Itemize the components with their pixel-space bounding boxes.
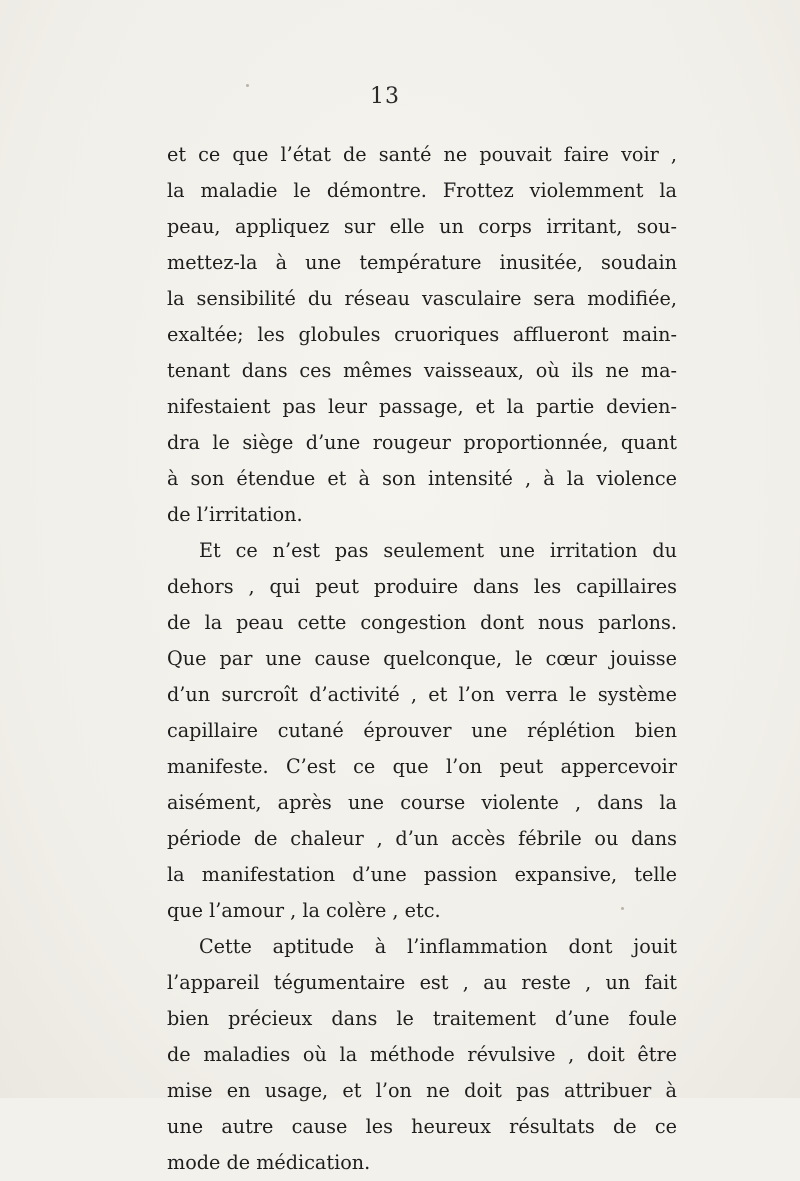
text-line: à son étendue et à son intensité , à la violence	[167, 467, 677, 490]
text-line: période de chaleur , d’un accès fébrile ou dans	[167, 827, 677, 850]
text-line: d’un surcroît d’activité , et l’on verra le système	[167, 683, 677, 706]
text-line: nifestaient pas leur passage, et la partie devien-	[167, 395, 677, 418]
text-line: Et ce n’est pas seulement une irritation du	[199, 539, 677, 562]
text-line: Cette aptitude à l’inflammation dont jouit	[199, 935, 677, 958]
paper-speck	[246, 84, 249, 87]
paragraph-1	[167, 137, 677, 533]
text-line: de la peau cette congestion dont nous parlons.	[167, 611, 677, 634]
text-line: tenant dans ces mêmes vaisseaux, où ils ne ma-	[167, 359, 677, 382]
text-line: dra le siège d’une rougeur proportionnée, quant	[167, 431, 677, 454]
text-line: de maladies où la méthode révulsive , doit être	[167, 1043, 677, 1066]
body-text	[167, 137, 677, 1181]
text-line: mode de médication.	[167, 1151, 371, 1174]
paragraph-2	[167, 533, 677, 929]
text-line: mise en usage, et l’on ne doit pas attribuer à	[167, 1079, 677, 1102]
text-line: Que par une cause quelconque, le cœur jouisse	[167, 647, 677, 670]
text-line: de l’irritation.	[167, 503, 303, 526]
text-line: aisément, après une course violente , dans la	[167, 791, 677, 814]
text-line: mettez-la à une température inusitée, soudain	[167, 251, 677, 274]
text-line: bien précieux dans le traitement d’une foule	[167, 1007, 677, 1030]
text-line: peau, appliquez sur elle un corps irritant, sou-	[167, 215, 677, 238]
text-line: dehors , qui peut produire dans les capillaires	[167, 575, 677, 598]
text-line: et ce que l’état de santé ne pouvait faire voir ,	[167, 143, 677, 166]
page-number: 13	[370, 84, 400, 109]
paper-speck	[621, 907, 624, 910]
text-line: une autre cause les heureux résultats de ce	[167, 1115, 677, 1138]
text-line: la manifestation d’une passion expansive, telle	[167, 863, 677, 886]
text-line: capillaire cutané éprouver une réplétion bien	[167, 719, 677, 742]
paragraph-3	[167, 929, 677, 1181]
text-line: manifeste. C’est ce que l’on peut appercevoir	[167, 755, 677, 778]
text-line: exaltée; les globules cruoriques afflueront main-	[167, 323, 677, 346]
text-line: la sensibilité du réseau vasculaire sera modifiée,	[167, 287, 677, 310]
text-line: que l’amour , la colère , etc.	[167, 899, 441, 922]
text-line: l’appareil tégumentaire est , au reste , un fait	[167, 971, 677, 994]
text-line: la maladie le démontre. Frottez violemment la	[167, 179, 677, 202]
